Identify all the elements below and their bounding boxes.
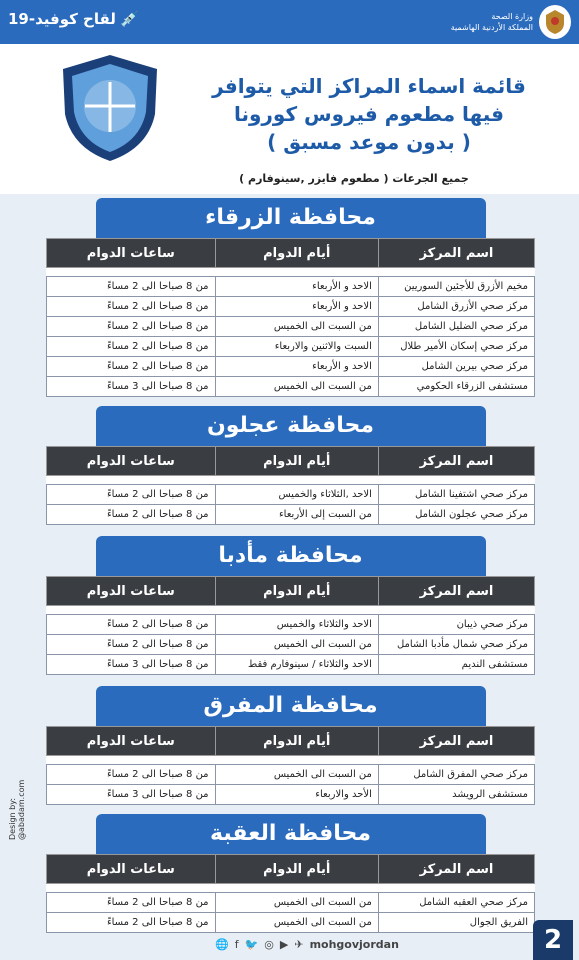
vaccine-label-group <box>8 10 139 28</box>
section-title: محافظة مأدبا <box>96 536 486 576</box>
twitter-icon[interactable]: 🐦 <box>244 938 259 951</box>
youtube-icon[interactable]: ▶ <box>279 938 289 951</box>
table-row: مركز صحي الضليل الشامل من السبت الى الخميس من 8 صباحا الى 2 مساءً <box>47 317 535 337</box>
section-title: محافظة عجلون <box>96 406 486 446</box>
syringe-icon: 💉 <box>119 10 139 28</box>
table-row: مخيم الأزرق للأجئين السوريين الاحد و الأربعاء من 8 صباحا الى 2 مساءً <box>47 277 535 297</box>
section-madaba <box>46 536 535 675</box>
section-title: محافظة الزرقاء <box>96 198 486 238</box>
table-row: مركز صحي ذيبان الاحد والثلاثاء والخميس من 8 صباحا الى 2 مساءً <box>47 615 535 635</box>
page-number: 2 <box>533 920 573 960</box>
section-ajloun <box>46 406 535 525</box>
table: اسم المركز أيام الدوام ساعات الدوام مركز صحي ذيبان الاحد والثلاثاء والخميس من 8 صباحا الى 2 مساءً مركز صحي شمال مأدبا الشامل من السبت الى الخميس من 8 صباحا الى 2 مساءً مستشفى النديم الاحد والثلاثاء / سينوفارم فقط من 8 صباحا الى 3 مساءً <box>46 576 535 675</box>
vaccine-note: ( مطعوم فايزر ,سينوفارم ) جميع الجرعات <box>159 170 549 188</box>
section-title: محافظة المفرق <box>96 686 486 726</box>
table-row: مركز صحي إسكان الأمير طلال السبت والاثنين والاربعاء من 8 صباحا الى 2 مساءً <box>47 337 535 357</box>
table: اسم المركز أيام الدوام ساعات الدوام مركز صحي اشتفينا الشامل الاحد ,الثلاثاء والخميس من 8 صباحا الى 2 مساءً مركز صحي عجلون الشامل من السبت إلى الأربعاء من 8 صباحا الى 2 مساءً <box>46 446 535 525</box>
facebook-icon[interactable]: f <box>234 938 239 951</box>
table-row: مركز صحي بيرين الشامل الاحد و الأربعاء من 8 صباحا الى 2 مساءً <box>47 357 535 377</box>
table-row: مركز صحي المفرق الشامل من السبت الى الخميس من 8 صباحا الى 2 مساءً <box>47 765 535 785</box>
table-row: الفريق الجوال من السبت الى الخميس من 8 صباحا الى 2 مساءً <box>47 913 535 933</box>
section-zarqa <box>46 198 535 397</box>
table-row: مركز صحي اشتفينا الشامل الاحد ,الثلاثاء والخميس من 8 صباحا الى 2 مساءً <box>47 485 535 505</box>
table-row: مركز صحي الأزرق الشامل الاحد و الأربعاء من 8 صباحا الى 2 مساءً <box>47 297 535 317</box>
kingdom-name: المملكة الأردنية الهاشمية <box>450 23 533 32</box>
section-mafraq <box>46 686 535 805</box>
table-row: مركز صحي العقبه الشامل من السبت الى الخميس من 8 صباحا الى 2 مساءً <box>47 893 535 913</box>
globe-icon[interactable]: 🌐 <box>215 938 229 951</box>
section-title: محافظة العقبة <box>96 814 486 854</box>
table-row: مركز صحي عجلون الشامل من السبت إلى الأربعاء من 8 صباحا الى 2 مساءً <box>47 505 535 525</box>
social-handle: mohgovjordan <box>309 938 399 951</box>
instagram-icon[interactable]: ◎ <box>264 938 274 951</box>
design-credit: Design by: @abadam.com <box>8 779 26 840</box>
table: اسم المركز أيام الدوام ساعات الدوام مخيم الأزرق للأجئين السوريين الاحد و الأربعاء من 8 صباحا الى 2 مساءً مركز صحي الأزرق الشامل الاحد و الأربعاء من 8 صباحا الى 2 مساءً مركز صحي الضليل الشامل من السبت الى الخميس من 8 صباحا الى 2 مساءً مركز صحي إسكان الأمير طلال السبت والاثنين والاربعاء من 8 صباحا الى 2 مساءً مركز صحي بيرين الشامل الاحد و الأربعاء من 8 صباحا الى 2 مساءً مستشفى الزرقاء الحكومي من السبت الى الخميس من 8 صباحا الى 3 مساءً <box>46 238 535 397</box>
table-row: مستشفى النديم الاحد والثلاثاء / سينوفارم فقط من 8 صباحا الى 3 مساءً <box>47 655 535 675</box>
table-row: مركز صحي شمال مأدبا الشامل من السبت الى الخميس من 8 صباحا الى 2 مساءً <box>47 635 535 655</box>
vaccine-shield-icon <box>58 52 162 164</box>
top-bar <box>0 0 579 44</box>
table: اسم المركز أيام الدوام ساعات الدوام مركز صحي العقبه الشامل من السبت الى الخميس من 8 صباحا الى 2 مساءً الفريق الجوال من السبت الى الخميس من 8 صباحا الى 2 مساءً <box>46 854 535 933</box>
section-aqaba <box>46 814 535 933</box>
crest-icon <box>539 5 571 39</box>
ministry-logo <box>451 5 571 39</box>
social-links <box>215 938 399 951</box>
table: اسم المركز أيام الدوام ساعات الدوام مركز صحي المفرق الشامل من السبت الى الخميس من 8 صباحا الى 2 مساءً مستشفى الرويشد الأحد والاربعاء من 8 صباحا الى 3 مساءً <box>46 726 535 805</box>
telegram-icon[interactable]: ✈ <box>294 938 304 951</box>
vaccine-label: لقاح كوفيد-19 <box>8 10 116 28</box>
table-row: مستشفى الزرقاء الحكومي من السبت الى الخميس من 8 صباحا الى 3 مساءً <box>47 377 535 397</box>
page-title: قائمة اسماء المراكز التي يتوافر فيها مطعوم فيروس كورونا ( بدون موعد مسبق ) <box>212 74 526 154</box>
ministry-name: وزارة الصحة <box>491 12 533 21</box>
table-row: مستشفى الرويشد الأحد والاربعاء من 8 صباحا الى 3 مساءً <box>47 785 535 805</box>
